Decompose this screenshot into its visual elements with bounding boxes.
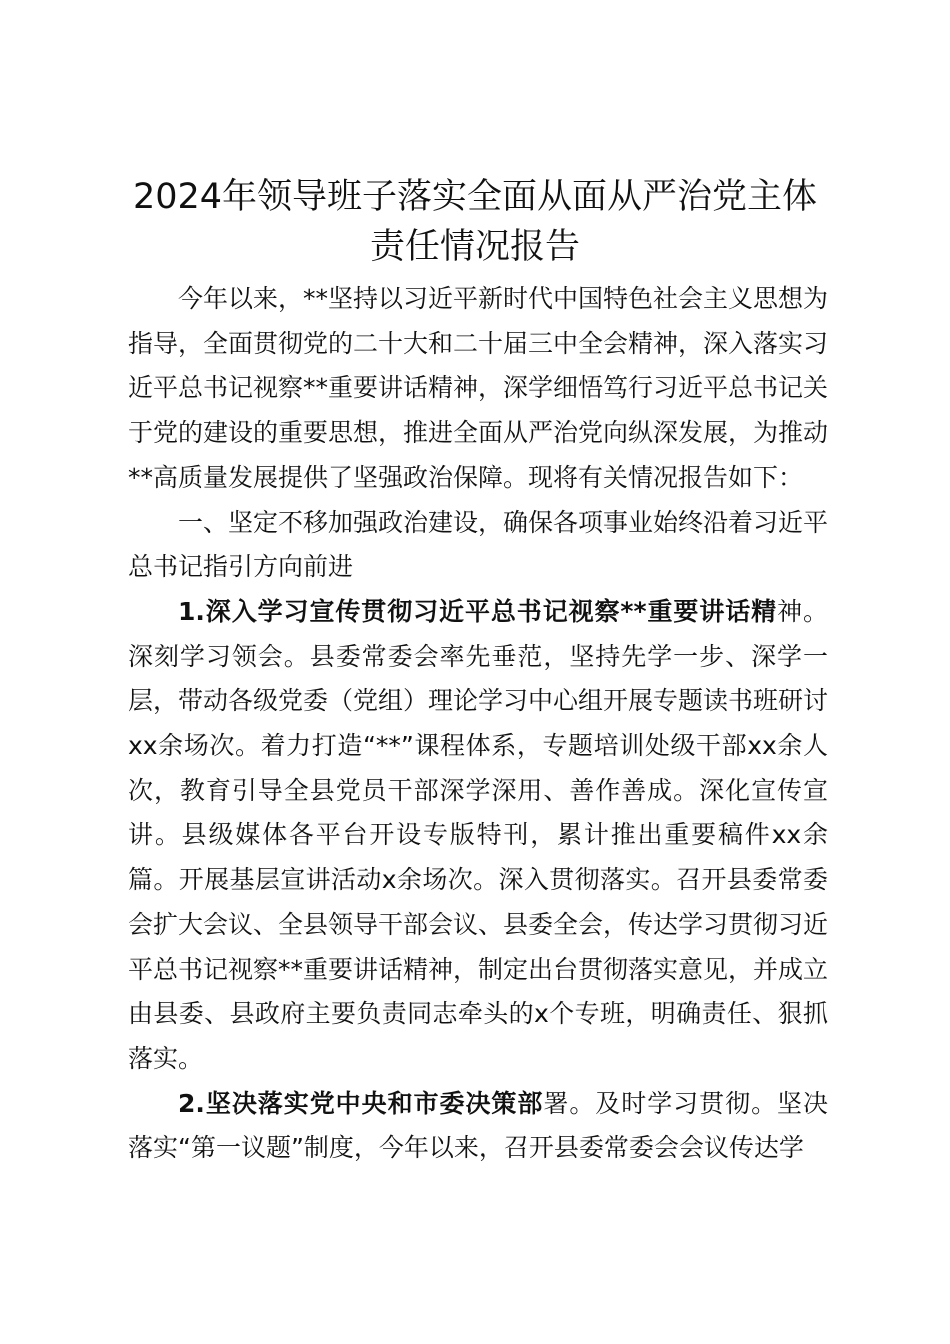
document-body [128, 277, 828, 1171]
title-line-2: 责任情况报告 [369, 227, 580, 267]
document-title [100, 172, 850, 272]
item-2-paragraph [128, 1082, 828, 1171]
intro-paragraph: 今年以来，**坚持以习近平新时代中国特色社会主义思想为指导，全面贯彻党的二十大和二十届三中全会精神，深入落实习近平总书记视察**重要讲话精神，深学细悟笃行习近平总书记关于党的建设的重要思想，推进全面从严治党向纵深发展，为推动**高质量发展提供了坚强政治保障。现将有关情况报告如下： [128, 284, 829, 492]
item-2-lead: 2.坚决落实党中央和市委决策部 [178, 1088, 544, 1118]
item-1-lead: 1.深入学习宣传贯彻习近平总书记视察**重要讲话精 [178, 596, 778, 626]
item-1-text: 深刻学习领会。县委常委会率先垂范，坚持先学一步、深学一层，带动各级党委（党组）理论学习中心组开展专题读书班研讨xx余场次。着力打造“**”课程体系，专题培训处级干部xx余人次，教育引导全县党员干部深学深用、善作善成。深化宣传宣讲。县级媒体各平台开设专版特刊，累计推出重要稿件xx余篇。开展基层宣讲活动x余场次。深入贯彻落实。召开县委常委会扩大会议、全县领导干部会议、县委全会，传达学习贯彻习近平总书记视察**重要讲话精神，制定出台贯彻落实意见，并成立由县委、县政府主要负责同志牵头的x个专班，明确责任、狠抓落实。 [128, 641, 829, 1073]
item-1-lead-tail: 神。 [777, 596, 828, 626]
item-2-lead-tail: 署。 [543, 1088, 596, 1118]
item-1-paragraph [128, 590, 828, 1082]
item-2-text: 及时学习贯彻。坚决落实“第一议题”制度，今年以来，召开县委常委会会议传达学 [128, 1088, 828, 1163]
title-line-1: 2024年领导班子落实全面从面从严治党主体 [132, 177, 818, 217]
section-1-heading: 一、坚定不移加强政治建设，确保各项事业始终沿着习近平总书记指引方向前进 [128, 507, 829, 582]
